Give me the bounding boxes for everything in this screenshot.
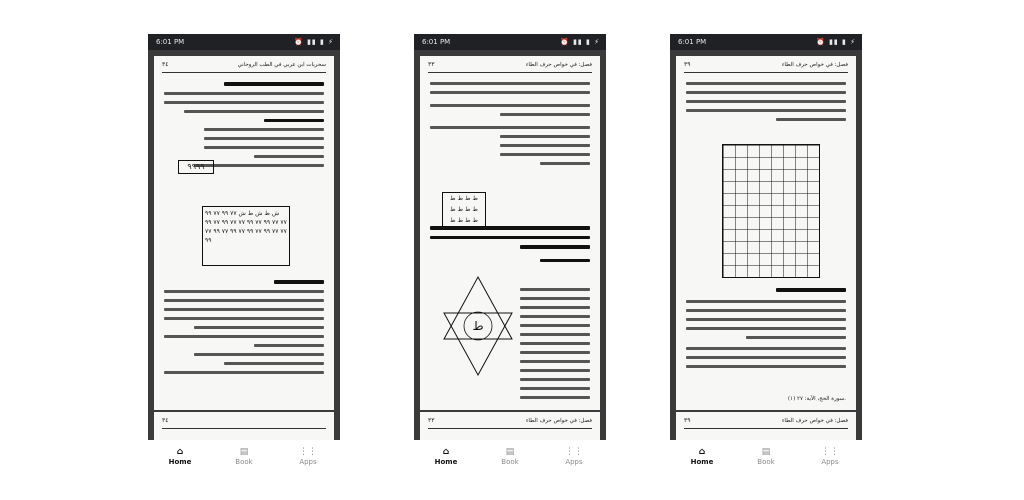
next-page-header (162, 416, 326, 429)
status-icons: ⏰ ▮▮ ▮ ⚡ (816, 38, 856, 46)
next-page-number: ٣٩ (684, 417, 691, 424)
nav-home-label: Home (434, 458, 458, 466)
next-page-header (428, 416, 592, 429)
nav-home-label: Home (690, 458, 714, 466)
nav-home[interactable] (426, 446, 466, 466)
phone-screen-3 (670, 34, 862, 480)
book-page[interactable] (676, 56, 856, 410)
next-page-title: فصل: في خواص حرف الطاء (781, 418, 848, 424)
nav-book-label: Book (235, 458, 253, 466)
hexagram-seal (438, 271, 518, 381)
status-icons: ⏰ ▮▮ ▮ ⚡ (560, 38, 600, 46)
letter-square-grid (722, 144, 820, 278)
page-number: ٣٤ (162, 61, 169, 68)
page-text-bold (430, 226, 590, 268)
status-bar (670, 34, 862, 50)
book-reader[interactable] (414, 50, 606, 440)
status-time: 6:01 PM (422, 38, 451, 46)
next-page-number: ٣٤ (162, 417, 169, 424)
nav-apps-label: Apps (299, 458, 317, 466)
nav-apps[interactable] (288, 446, 328, 466)
page-header-title: فصل: في خواص حرف الطاء (525, 62, 592, 68)
apps-icon: ⋮⋮ (821, 447, 839, 457)
next-page-title: فصل: في خواص حرف الطاء (525, 418, 592, 424)
status-bar (414, 34, 606, 50)
phone-screen-2 (414, 34, 606, 480)
status-bar (148, 34, 340, 50)
page-header (428, 60, 592, 73)
nav-book-label: Book (757, 458, 775, 466)
home-icon: ⌂ (176, 447, 184, 457)
book-icon: ▤ (761, 447, 771, 457)
page-text-side (520, 288, 590, 405)
nav-book[interactable] (224, 446, 264, 466)
book-page[interactable] (420, 56, 600, 410)
page-text (430, 82, 590, 171)
nav-home[interactable] (682, 446, 722, 466)
bottom-nav (148, 440, 340, 480)
nav-apps[interactable] (810, 446, 850, 466)
page-header (162, 60, 326, 73)
book-reader[interactable] (148, 50, 340, 440)
letter-grid: ط ط ط ط ط ط ط ط ط ط ط ط (442, 192, 486, 228)
book-icon: ▤ (505, 447, 515, 457)
next-page-number: ٣٣ (428, 417, 435, 424)
bottom-nav (670, 440, 862, 480)
book-page[interactable] (154, 56, 334, 410)
nav-book[interactable] (746, 446, 786, 466)
talisman-boxes: ٩٩٩٩ (178, 160, 214, 174)
nav-home-label: Home (168, 458, 192, 466)
svg-text:ط: ط (472, 319, 484, 333)
book-icon: ▤ (239, 447, 249, 457)
page-number: ٣٣ (428, 61, 435, 68)
talisman-chart: ش ط ش ط ش ٧٧ ٩٩ ٧٧ ٩٩ ٧٧ ٧٧ ٩٩ ٧٧ ٩٩ ٧٧ ٧٧ ٩٩ ٧٧ ٩٩ ٧٧ ٧٧ ٩٩ ٧٧ ٩٩ ٧٧ ٩٩ ٧٧ ٩٩ ٧٧ ٩٩ (202, 206, 290, 266)
home-icon: ⌂ (698, 447, 706, 457)
book-reader[interactable] (670, 50, 862, 440)
nav-apps-label: Apps (821, 458, 839, 466)
status-icons: ⏰ ▮▮ ▮ ⚡ (294, 38, 334, 46)
status-time: 6:01 PM (156, 38, 185, 46)
page-footnote: (١) سورة الحج، الآية: ٢٧. (787, 396, 846, 402)
home-icon: ⌂ (442, 447, 450, 457)
nav-apps-label: Apps (565, 458, 583, 466)
page-text-lower (164, 280, 324, 380)
page-header (684, 60, 848, 73)
bottom-nav (414, 440, 606, 480)
page-text (686, 82, 846, 127)
nav-apps[interactable] (554, 446, 594, 466)
page-number: ٣٩ (684, 61, 691, 68)
status-time: 6:01 PM (678, 38, 707, 46)
nav-book[interactable] (490, 446, 530, 466)
next-page-header (684, 416, 848, 429)
nav-book-label: Book (501, 458, 519, 466)
page-text-lower (686, 288, 846, 374)
page-header-title: فصل: في خواص حرف الطاء (781, 62, 848, 68)
nav-home[interactable] (160, 446, 200, 466)
apps-icon: ⋮⋮ (299, 447, 317, 457)
page-header-title: سحريات ابن عربي في الطب الروحاني (237, 62, 326, 68)
phone-screen-1 (148, 34, 340, 480)
apps-icon: ⋮⋮ (565, 447, 583, 457)
